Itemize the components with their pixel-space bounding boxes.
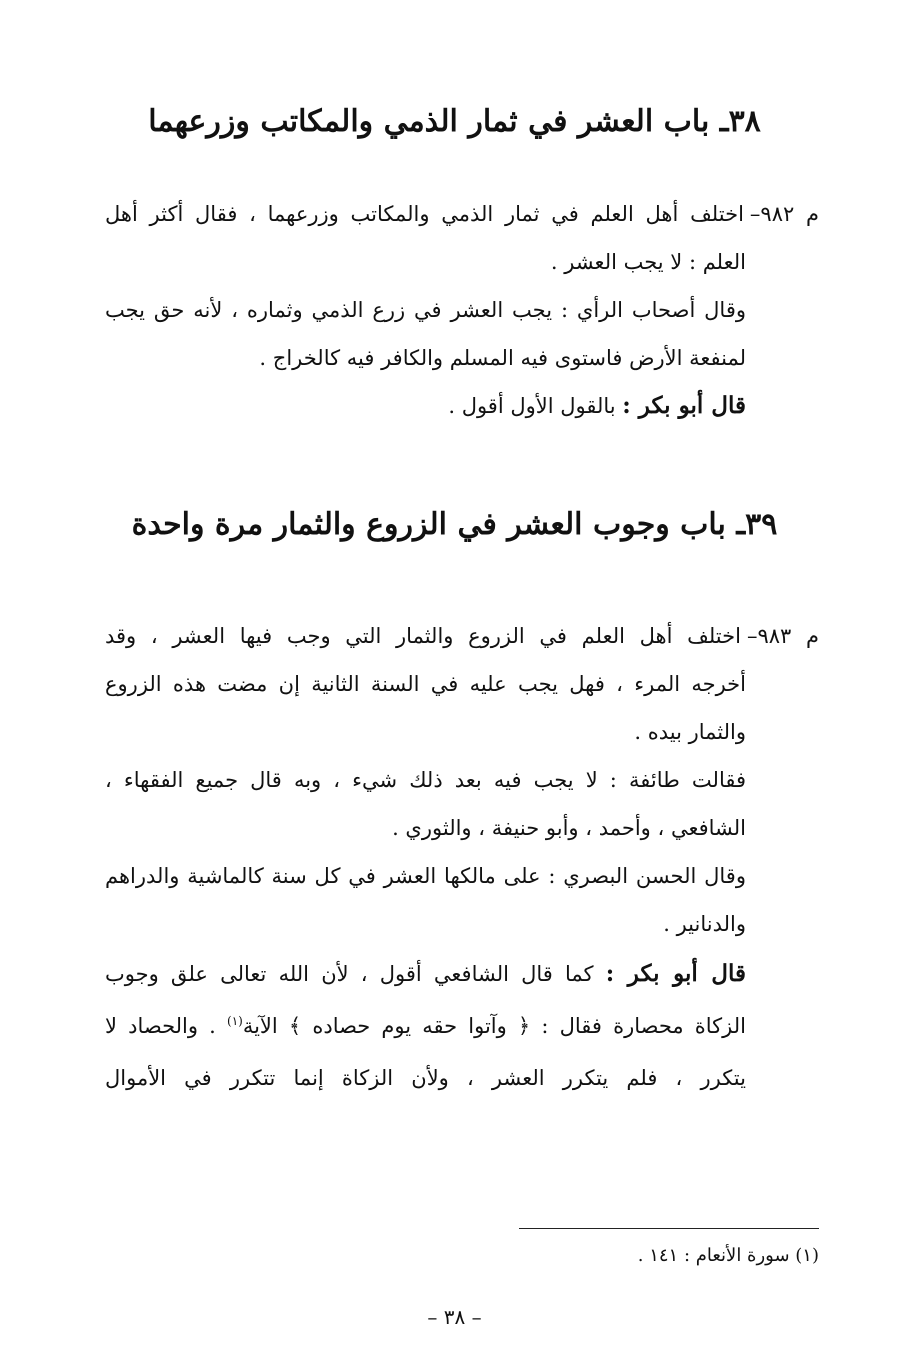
entry-982 (105, 190, 819, 430)
text-line: العلم : لا يجب العشر . (550, 250, 746, 274)
text-line: الشافعي ، وأحمد ، وأبو حنيفة ، والثوري . (392, 816, 746, 840)
text-line: قال أبو بكر : كما قال الشافعي أقول ، لأن الله تعالى علق وجوب (105, 960, 746, 987)
text-line: فقالت طائفة : لا يجب فيه بعد ذلك شيء ، وبه قال جميع الفقهاء ، (105, 768, 746, 792)
qala-label: قال أبو بكر : (622, 392, 746, 419)
entry-number: م ٩٨٢– (749, 202, 819, 226)
text-line: يتكرر ، فلم يتكرر العشر ، ولأن الزكاة إنما تتكرر في الأموال (105, 1066, 746, 1090)
footnote-divider (519, 1228, 819, 1229)
text-line: م ٩٨٢–اختلف أهل العلم في ثمار الذمي والمكاتب وزرعهما ، فقال أكثر أهل (105, 202, 819, 226)
text-line: قال أبو بكر : بالقول الأول أقول . (448, 392, 746, 419)
entry-983 (105, 612, 819, 1104)
chapter-heading-38: ٣٨ـ باب العشر في ثمار الذمي والمكاتب وزرعهما (148, 104, 761, 139)
page-number: – ٣٨ – (427, 1305, 482, 1329)
text-line: لمنفعة الأرض فاستوى فيه المسلم والكافر فيه كالخراج . (259, 346, 746, 370)
footnote: (١) سورة الأنعام : ١٤١ . (637, 1245, 819, 1266)
text-line: أخرجه المرء ، فهل يجب عليه في السنة الثانية إن مضت هذه الزروع (105, 672, 746, 696)
entry-number: م ٩٨٣– (746, 624, 819, 648)
footnote-ref: (١) (227, 1014, 243, 1028)
qala-label: قال أبو بكر : (605, 960, 746, 987)
text-line: وقال أصحاب الرأي : يجب العشر في زرع الذمي وثماره ، لأنه حق يجب (105, 298, 746, 322)
text-line: م ٩٨٣–اختلف أهل العلم في الزروع والثمار التي وجب فيها العشر ، وقد (105, 624, 819, 648)
text-line: والدنانير . (663, 912, 746, 936)
chapter-heading-39: ٣٩ـ باب وجوب العشر في الزروع والثمار مرة واحدة (131, 507, 778, 542)
text-line: والثمار بيده . (634, 720, 746, 744)
text-line: الزكاة محصارة فقال : ﴿ وآتوا حقه يوم حصاده ﴾ الآية$^{(١)}$ . والحصاد لا (105, 1014, 746, 1038)
text-line: وقال الحسن البصري : على مالكها العشر في كل سنة كالماشية والدراهم (105, 864, 746, 888)
